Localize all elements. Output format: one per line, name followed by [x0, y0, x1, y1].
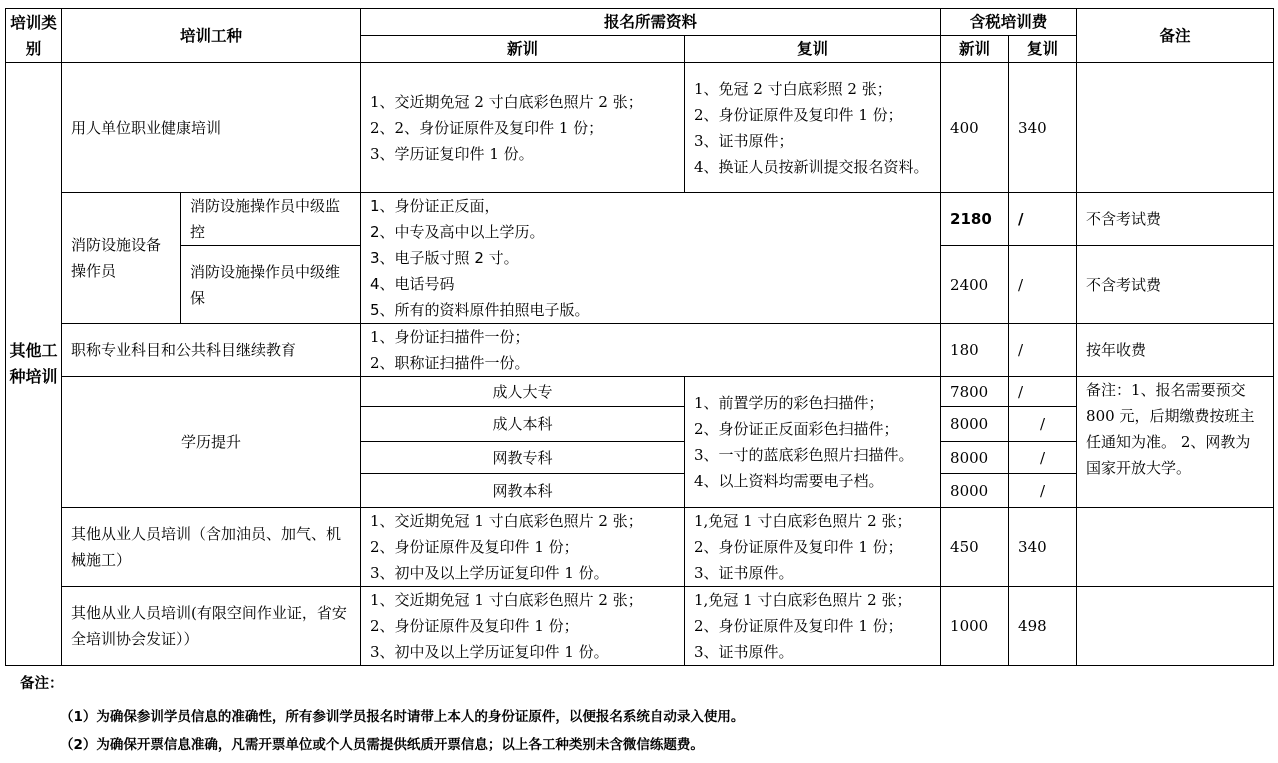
material-line: 1、交近期免冠 1 寸白底彩色照片 2 张； [370, 512, 643, 530]
row-other1-name: 其他从业人员培训（含加油员、加气、机械施工） [62, 508, 361, 587]
row-title-cont-remark: 按年收费 [1077, 324, 1274, 377]
material-line: 1,免冠 1 寸白底彩色照片 2 张； [694, 512, 912, 530]
row-other1-remark [1077, 508, 1274, 587]
header-fee-new: 新训 [941, 36, 1009, 63]
row-other2-name: 其他从业人员培训(有限空间作业证，省安全培训协会发证）） [62, 587, 361, 666]
material-line: 1、交近期免冠 2 寸白底彩色照片 2 张； [370, 92, 643, 111]
row-edu-remark: 备注：1、报名需要预交 800 元，后期缴费按班主任通知为准。 2、网教为国家开放大学。 [1077, 377, 1274, 508]
material-line: 2、2、身份证原件及复印件 1 份； [370, 118, 604, 137]
row-edu-fee-re-4: / [1009, 474, 1077, 508]
row-fire1-fee-new: 2180 [941, 193, 1009, 246]
material-line: 3、证书原件； [694, 131, 794, 150]
header-training-type: 培训工种 [62, 9, 361, 63]
row-health-remark [1077, 63, 1274, 193]
row-title-cont-name: 职称专业科目和公共科目继续教育 [62, 324, 361, 377]
material-line: 3、初中及以上学历证复印件 1 份。 [370, 564, 609, 582]
row-edu-level-3: 网教专科 [361, 442, 685, 474]
material-line: 2、身份证原件及复印件 1 份； [694, 105, 903, 124]
material-line: 3、初中及以上学历证复印件 1 份。 [370, 643, 609, 661]
row-health-fee-re: 340 [1009, 63, 1077, 193]
row-edu-level-1: 成人大专 [361, 377, 685, 407]
row-health-fee-new: 400 [941, 63, 1009, 193]
row-other1-new-materials [361, 508, 685, 587]
footnotes-title: 备注： [20, 676, 64, 692]
row-fire2-fee-re: / [1009, 246, 1077, 324]
row-title-cont-fee-re: / [1009, 324, 1077, 377]
material-line: 2、身份证原件及复印件 1 份； [370, 617, 579, 635]
row-fire-sub2: 消防设施操作员中级维保 [181, 246, 361, 324]
header-materials-re: 复训 [685, 36, 941, 63]
row-other2-remark [1077, 587, 1274, 666]
material-line: 1、身份证正反面， [370, 197, 500, 215]
material-line: 4、电话号码 [370, 275, 455, 293]
footnotes [20, 672, 744, 763]
training-fee-table [5, 8, 1274, 666]
row-edu-fee-new-3: 8000 [941, 442, 1009, 474]
material-line: 2、职称证扫描件一份。 [370, 354, 530, 372]
material-line: 4、以上资料均需要电子档。 [694, 472, 884, 490]
row-edu-level-2: 成人本科 [361, 407, 685, 442]
material-line: 3、证书原件。 [694, 564, 794, 582]
row-fire-materials [361, 193, 941, 324]
header-fee: 含税培训费 [941, 9, 1077, 36]
footnote-item: （1）为确保参训学员信息的准确性，所有参训学员报名时请带上本人的身份证原件，以便报名系统自动录入使用。 [60, 709, 745, 725]
row-other2-re-materials [685, 587, 941, 666]
material-line: 3、证书原件。 [694, 643, 794, 661]
material-line: 1、身份证扫描件一份； [370, 328, 530, 346]
material-line: 2、身份证原件及复印件 1 份； [694, 617, 903, 635]
material-line: 2、身份证原件及复印件 1 份； [694, 538, 903, 556]
header-materials: 报名所需资料 [361, 9, 941, 36]
header-fee-re: 复训 [1009, 36, 1077, 63]
row-fire2-fee-new: 2400 [941, 246, 1009, 324]
material-line: 3、一寸的蓝底彩色照片扫描件。 [694, 446, 914, 464]
row-fire-sub1: 消防设施操作员中级监控 [181, 193, 361, 246]
row-title-cont-fee-new: 180 [941, 324, 1009, 377]
material-line: 3、电子版寸照 2 寸。 [370, 249, 519, 267]
material-line: 2、中专及高中以上学历。 [370, 223, 545, 241]
material-line: 5、所有的资料原件拍照电子版。 [370, 301, 590, 319]
row-other1-fee-new: 450 [941, 508, 1009, 587]
material-line: 1、前置学历的彩色扫描件； [694, 394, 884, 412]
material-line: 1、免冠 2 寸白底彩照 2 张； [694, 79, 892, 98]
row-edu-fee-re-2: / [1009, 407, 1077, 442]
material-line: 1,免冠 1 寸白底彩色照片 2 张； [694, 591, 912, 609]
row-fire2-remark: 不含考试费 [1077, 246, 1274, 324]
row-edu-fee-re-3: / [1009, 442, 1077, 474]
row-edu-level-4: 网教本科 [361, 474, 685, 508]
header-materials-new: 新训 [361, 36, 685, 63]
material-line: 3、学历证复印件 1 份。 [370, 144, 534, 163]
row-other2-fee-new: 1000 [941, 587, 1009, 666]
header-remarks: 备注 [1077, 9, 1274, 63]
row-other2-fee-re: 498 [1009, 587, 1077, 666]
row-fire-group: 消防设施设备操作员 [62, 193, 181, 324]
material-line: 4、换证人员按新训提交报名资料。 [694, 157, 929, 176]
row-other1-fee-re: 340 [1009, 508, 1077, 587]
row-edu-fee-new-1: 7800 [941, 377, 1009, 407]
row-edu-fee-new-2: 8000 [941, 407, 1009, 442]
row-edu-materials [685, 377, 941, 508]
material-line: 2、身份证原件及复印件 1 份； [370, 538, 579, 556]
row-health-new-materials [361, 63, 685, 193]
row-edu-name: 学历提升 [62, 377, 361, 508]
material-line: 2、身份证正反面彩色扫描件； [694, 420, 899, 438]
category-cell: 其他工种培训 [6, 63, 62, 666]
row-fire1-fee-re: / [1009, 193, 1077, 246]
material-line: 1、交近期免冠 1 寸白底彩色照片 2 张； [370, 591, 643, 609]
header-category: 培训类别 [6, 9, 62, 63]
row-other2-new-materials [361, 587, 685, 666]
row-health-re-materials [685, 63, 941, 193]
row-other1-re-materials [685, 508, 941, 587]
footnote-item: （2）为确保开票信息准确，凡需开票单位或个人员需提供纸质开票信息；以上各工种类别未含微信练题费。 [60, 737, 704, 753]
row-edu-fee-new-4: 8000 [941, 474, 1009, 508]
row-fire1-remark: 不含考试费 [1077, 193, 1274, 246]
row-title-cont-materials [361, 324, 941, 377]
row-edu-fee-re-1: / [1009, 377, 1077, 407]
row-health-name: 用人单位职业健康培训 [62, 63, 361, 193]
